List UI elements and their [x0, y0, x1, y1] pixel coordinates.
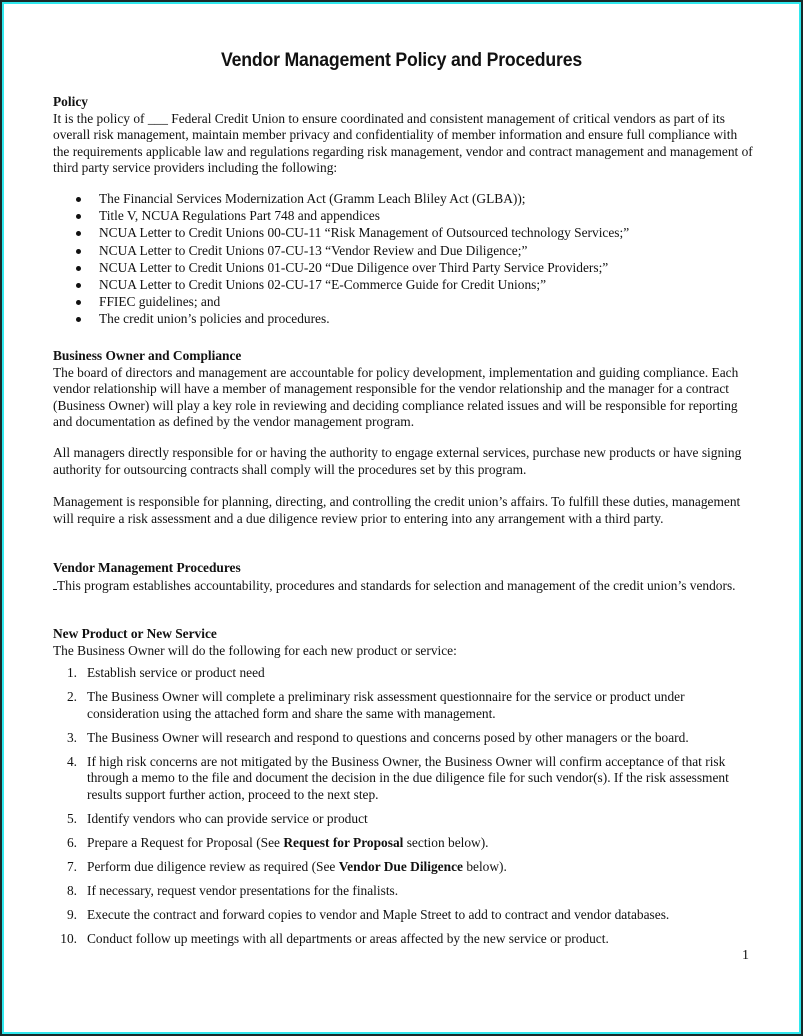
bullet-icon: [76, 231, 81, 236]
vendor-due-diligence-ref: Vendor Due Diligence: [338, 858, 463, 874]
vendor-procedures-text: This program establishes accountability, procedures and standards for selection and management of the credit union’s vendors.: [53, 577, 753, 595]
policy-intro: It is the policy of ___ Federal Credit Union to ensure coordinated and consistent management of critical vendors as part of its overall risk management, maintain member privacy and confidentiality of member information and ensure full compliance with the requirements applicable law and regulations regarding risk management, vendor and contract management and management of third party service providers including the following:: [53, 110, 753, 176]
bullet-icon: [76, 197, 81, 202]
page-number: 1: [742, 948, 749, 963]
business-owner-paragraph-3: Management is responsible for planning, directing, and controlling the credit union’s affairs. To fulfill these duties, management will require a risk assessment and a due diligence review prior to entering into any arrangement with a third party.: [53, 494, 741, 526]
list-item: Title V, NCUA Regulations Part 748 and appendices: [53, 207, 773, 224]
list-item: 7. Perform due diligence review as required (See Vendor Due Diligence below).: [66, 858, 507, 874]
list-item: 3. The Business Owner will research and respond to questions and concerns posed by other managers or the board.: [66, 729, 689, 745]
new-product-heading: New Product or New Service: [53, 626, 217, 641]
new-product-intro: The Business Owner will do the following for each new product or service:: [53, 642, 457, 658]
list-item: 6. Prepare a Request for Proposal (See Request for Proposal section below).: [66, 834, 489, 850]
new-product-steps-section: [41, 665, 753, 955]
list-item: 5. Identify vendors who can provide service or product: [66, 810, 368, 826]
bullet-icon: [76, 266, 81, 271]
vendor-procedures-heading: Vendor Management Procedures: [53, 560, 241, 575]
list-item: FFIEC guidelines; and: [53, 293, 773, 310]
list-item: 4. If high risk concerns are not mitigated by the Business Owner, the Business Owner will confirm acceptance of that risk through a memo to the file and document the decision in the due diligence file for such vendor(s). If the risk assessment results support further action, proceed to the next step.: [66, 753, 729, 802]
policy-heading: Policy: [53, 94, 88, 109]
bullet-icon: [76, 317, 81, 322]
business-owner-paragraph-3-block: [53, 494, 753, 527]
business-owner-section: [53, 348, 758, 431]
bullet-icon: [76, 300, 81, 305]
new-product-steps: [41, 665, 753, 947]
business-owner-paragraph-1: The board of directors and management are accountable for policy development, implementation and guiding compliance. Each vendor relationship will have a member of management responsible for the vendor relationship and the manager for a contract (Business Owner) will play a key role in reviewing and deciding compliance related issues and will be responsible for reporting and documentation as defined by the vendor management program.: [53, 364, 739, 430]
new-product-section: [53, 626, 753, 659]
list-item: 1. Establish service or product need: [66, 665, 265, 680]
list-item: NCUA Letter to Credit Unions 07-CU-13 “Vendor Review and Due Diligence;”: [53, 242, 773, 259]
list-item: 10. Conduct follow up meetings with all departments or areas affected by the new service or product.: [60, 930, 609, 946]
list-item: NCUA Letter to Credit Unions 01-CU-20 “Due Diligence over Third Party Service Providers;”: [53, 259, 773, 276]
list-item: 8. If necessary, request vendor presentations for the finalists.: [66, 882, 399, 898]
business-owner-heading: Business Owner and Compliance: [53, 348, 242, 363]
list-item: 9. Execute the contract and forward copies to vendor and Maple Street to add to contract and vendor databases.: [66, 906, 670, 922]
bullet-icon: [76, 283, 81, 288]
request-for-proposal-ref: Request for Proposal: [283, 834, 404, 850]
vendor-procedures-section: [53, 560, 753, 594]
document-title: Vendor Management Policy and Procedures: [221, 50, 582, 71]
business-owner-paragraph-2: All managers directly responsible for or having the authority to engage external services, purchase new products or have signing authority for outsourcing contracts shall comply will the procedures set by this program.: [53, 445, 742, 477]
list-item: The Financial Services Modernization Act (Gramm Leach Bliley Act (GLBA));: [53, 190, 773, 207]
list-item: The credit union’s policies and procedures.: [53, 310, 773, 327]
policy-bullet-list: [53, 190, 773, 328]
business-owner-paragraph-2-block: [53, 445, 753, 478]
bullet-icon: [76, 249, 81, 254]
policy-section: [53, 94, 753, 177]
policy-list-section: [53, 190, 773, 328]
list-item: NCUA Letter to Credit Unions 00-CU-11 “Risk Management of Outsourced technology Services;”: [53, 224, 773, 241]
list-item: NCUA Letter to Credit Unions 02-CU-17 “E-Commerce Guide for Credit Unions;”: [53, 276, 773, 293]
list-item: 2. The Business Owner will complete a preliminary risk assessment questionnaire for the service or product under consideration using the attached form and share the same with management.: [66, 688, 685, 721]
bullet-icon: [76, 214, 81, 219]
